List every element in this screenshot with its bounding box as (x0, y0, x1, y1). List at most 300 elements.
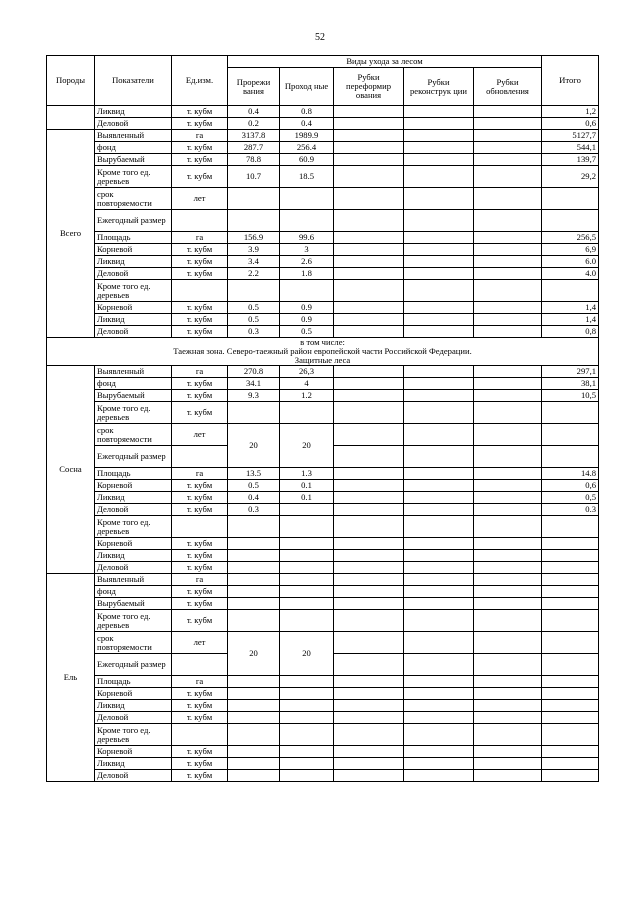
renewal-cell (474, 724, 542, 746)
renewal-cell (474, 610, 542, 632)
table-row (47, 632, 599, 654)
thinning-cell: 0.5 (228, 480, 280, 492)
reform-cell (334, 712, 404, 724)
reform-cell (334, 210, 404, 232)
total-cell (542, 688, 599, 700)
reconstruct-cell (404, 232, 474, 244)
indicator-cell: фонд (95, 586, 172, 598)
unit-cell: т. кубм (172, 302, 228, 314)
unit-cell: га (172, 676, 228, 688)
forest-care-table (46, 55, 599, 782)
reform-cell (334, 268, 404, 280)
reconstruct-cell (404, 314, 474, 326)
header-reconstruct: Рубки реконструк ции (404, 68, 474, 106)
passage-cell: 99.6 (280, 232, 334, 244)
reconstruct-cell (404, 424, 474, 446)
renewal-cell (474, 538, 542, 550)
reform-cell (334, 402, 404, 424)
reconstruct-cell (404, 632, 474, 654)
unit-cell: т. кубм (172, 256, 228, 268)
unit-cell (172, 724, 228, 746)
header-breed: Породы (47, 56, 95, 106)
reform-cell (334, 166, 404, 188)
thinning-cell: 3.9 (228, 244, 280, 256)
reconstruct-cell (404, 758, 474, 770)
indicator-cell: Выявленный (95, 130, 172, 142)
indicator-cell: Ликвид (95, 492, 172, 504)
renewal-cell (474, 424, 542, 446)
indicator-cell: Вырубаемый (95, 598, 172, 610)
renewal-cell (474, 268, 542, 280)
reconstruct-cell (404, 326, 474, 338)
indicator-cell: Кроме того ед. деревьев (95, 280, 172, 302)
reform-cell (334, 676, 404, 688)
total-cell: 0.3 (542, 504, 599, 516)
indicator-cell: Кроме того ед. деревьев (95, 516, 172, 538)
section-line: Таежная зона. Северо-таежный район европейской части Российской Федерации. (173, 346, 472, 356)
unit-cell: т. кубм (172, 106, 228, 118)
passage-cell: 0.4 (280, 118, 334, 130)
total-cell: 29,2 (542, 166, 599, 188)
thinning-cell: 0.4 (228, 492, 280, 504)
thinning-cell: 3.4 (228, 256, 280, 268)
unit-cell: лет (172, 424, 228, 446)
total-cell (542, 746, 599, 758)
thinning-cell (228, 688, 280, 700)
reform-cell (334, 598, 404, 610)
unit-cell: т. кубм (172, 166, 228, 188)
table-row (47, 424, 599, 446)
renewal-cell (474, 550, 542, 562)
thinning-cell: 10.7 (228, 166, 280, 188)
table-row (47, 268, 599, 280)
table-row (47, 390, 599, 402)
reform-cell (334, 654, 404, 676)
renewal-cell (474, 746, 542, 758)
unit-cell: га (172, 130, 228, 142)
total-cell: 1,2 (542, 106, 599, 118)
reform-cell (334, 504, 404, 516)
table-row (47, 142, 599, 154)
passage-cell: 18.5 (280, 166, 334, 188)
renewal-cell (474, 492, 542, 504)
indicator-cell: срок повторяемости (95, 424, 172, 446)
reform-cell (334, 688, 404, 700)
table-row (47, 378, 599, 390)
total-cell (542, 632, 599, 654)
renewal-cell (474, 586, 542, 598)
table-row (47, 574, 599, 586)
thinning-cell (228, 676, 280, 688)
thinning-cell: 156.9 (228, 232, 280, 244)
passage-cell: 60.9 (280, 154, 334, 166)
passage-cell (280, 210, 334, 232)
renewal-cell (474, 106, 542, 118)
total-cell (542, 210, 599, 232)
total-cell: 5127,7 (542, 130, 599, 142)
indicator-cell: Ежегодный размер (95, 210, 172, 232)
section-line: в том числе: (300, 337, 345, 347)
header-care-types: Виды ухода за лесом (228, 56, 542, 68)
unit-cell (172, 446, 228, 468)
unit-cell: т. кубм (172, 586, 228, 598)
renewal-cell (474, 302, 542, 314)
renewal-cell (474, 480, 542, 492)
reform-cell (334, 562, 404, 574)
reform-cell (334, 700, 404, 712)
passage-cell (280, 746, 334, 758)
reconstruct-cell (404, 610, 474, 632)
unit-cell: т. кубм (172, 538, 228, 550)
renewal-cell (474, 688, 542, 700)
section-row (47, 338, 599, 366)
total-cell (542, 610, 599, 632)
unit-cell (172, 516, 228, 538)
passage-cell: 26,3 (280, 366, 334, 378)
thinning-cell (228, 188, 280, 210)
table-row (47, 106, 599, 118)
total-cell (542, 598, 599, 610)
indicator-cell: Ликвид (95, 550, 172, 562)
table-row (47, 130, 599, 142)
passage-cell: 1.8 (280, 268, 334, 280)
reconstruct-cell (404, 166, 474, 188)
table-row (47, 538, 599, 550)
indicator-cell: Ликвид (95, 106, 172, 118)
total-cell (542, 402, 599, 424)
reconstruct-cell (404, 302, 474, 314)
total-cell: 1,4 (542, 302, 599, 314)
reconstruct-cell (404, 688, 474, 700)
reform-cell (334, 586, 404, 598)
total-cell (542, 758, 599, 770)
passage-cell: 0.9 (280, 314, 334, 326)
total-cell (542, 700, 599, 712)
indicator-cell: Ежегодный размер (95, 654, 172, 676)
unit-cell: т. кубм (172, 746, 228, 758)
unit-cell (172, 210, 228, 232)
renewal-cell (474, 130, 542, 142)
total-cell (542, 676, 599, 688)
thinning-cell: 2.2 (228, 268, 280, 280)
total-cell (542, 770, 599, 782)
reconstruct-cell (404, 280, 474, 302)
indicator-cell: Площадь (95, 468, 172, 480)
indicator-cell: Вырубаемый (95, 154, 172, 166)
passage-cell (280, 676, 334, 688)
total-cell: 6,9 (542, 244, 599, 256)
total-cell (542, 654, 599, 676)
reconstruct-cell (404, 118, 474, 130)
thinning-cell: 0.3 (228, 326, 280, 338)
total-cell: 0,6 (542, 118, 599, 130)
indicator-cell: Выявленный (95, 574, 172, 586)
reconstruct-cell (404, 504, 474, 516)
table-row (47, 504, 599, 516)
renewal-cell (474, 574, 542, 586)
reform-cell (334, 746, 404, 758)
unit-cell: т. кубм (172, 390, 228, 402)
table-row (47, 154, 599, 166)
passage-cell (280, 516, 334, 538)
passage-cell (280, 538, 334, 550)
renewal-cell (474, 712, 542, 724)
breed-cell: Ель (47, 574, 95, 782)
total-cell: 139,7 (542, 154, 599, 166)
total-cell (542, 586, 599, 598)
reconstruct-cell (404, 654, 474, 676)
reform-cell (334, 468, 404, 480)
thinning-cell: 0.5 (228, 302, 280, 314)
renewal-cell (474, 390, 542, 402)
table-row (47, 492, 599, 504)
reconstruct-cell (404, 106, 474, 118)
table-row (47, 302, 599, 314)
indicator-cell: Ликвид (95, 314, 172, 326)
reform-cell (334, 232, 404, 244)
reform-cell (334, 314, 404, 326)
indicator-cell: Деловой (95, 712, 172, 724)
section-heading (47, 338, 599, 366)
indicator-cell: фонд (95, 142, 172, 154)
thinning-cell (228, 598, 280, 610)
indicator-cell: Кроме того ед. деревьев (95, 610, 172, 632)
table-row (47, 610, 599, 632)
renewal-cell (474, 256, 542, 268)
unit-cell: лет (172, 632, 228, 654)
reconstruct-cell (404, 142, 474, 154)
indicator-cell: Площадь (95, 232, 172, 244)
reform-cell (334, 446, 404, 468)
reform-cell (334, 724, 404, 746)
renewal-cell (474, 166, 542, 188)
reform-cell (334, 280, 404, 302)
indicator-cell: Ликвид (95, 700, 172, 712)
unit-cell: т. кубм (172, 402, 228, 424)
total-cell: 38,1 (542, 378, 599, 390)
reform-cell (334, 516, 404, 538)
reform-cell (334, 390, 404, 402)
renewal-cell (474, 676, 542, 688)
reconstruct-cell (404, 256, 474, 268)
unit-cell: т. кубм (172, 770, 228, 782)
passage-cell: 256.4 (280, 142, 334, 154)
total-cell: 256,5 (542, 232, 599, 244)
passage-cell: 4 (280, 378, 334, 390)
unit-cell: т. кубм (172, 550, 228, 562)
thinning-cell (228, 574, 280, 586)
table-row (47, 770, 599, 782)
renewal-cell (474, 516, 542, 538)
renewal-cell (474, 758, 542, 770)
unit-cell: т. кубм (172, 154, 228, 166)
page-number: 52 (315, 32, 325, 43)
header-reform: Рубки переформир ования (334, 68, 404, 106)
indicator-cell: Корневой (95, 538, 172, 550)
unit-cell: т. кубм (172, 244, 228, 256)
thinning-cell: 287.7 (228, 142, 280, 154)
table-row (47, 256, 599, 268)
indicator-cell: Ликвид (95, 758, 172, 770)
passage-cell (280, 770, 334, 782)
table-row (47, 314, 599, 326)
table-row (47, 516, 599, 538)
total-cell: 544,1 (542, 142, 599, 154)
thinning-cell (228, 770, 280, 782)
reform-cell (334, 154, 404, 166)
table-row (47, 232, 599, 244)
total-cell (542, 516, 599, 538)
total-cell (542, 538, 599, 550)
passage-cell (280, 598, 334, 610)
passage-cell (280, 712, 334, 724)
unit-cell: т. кубм (172, 688, 228, 700)
reconstruct-cell (404, 492, 474, 504)
unit-cell: т. кубм (172, 610, 228, 632)
unit-cell: т. кубм (172, 142, 228, 154)
reconstruct-cell (404, 724, 474, 746)
reform-cell (334, 188, 404, 210)
renewal-cell (474, 210, 542, 232)
total-cell (542, 446, 599, 468)
table-row (47, 210, 599, 232)
header-renewal: Рубки обновления (474, 68, 542, 106)
table-row (47, 244, 599, 256)
renewal-cell (474, 280, 542, 302)
total-cell (542, 724, 599, 746)
indicator-cell: Деловой (95, 118, 172, 130)
reconstruct-cell (404, 700, 474, 712)
passage-cell (280, 402, 334, 424)
thinning-cell (228, 724, 280, 746)
renewal-cell (474, 446, 542, 468)
reconstruct-cell (404, 586, 474, 598)
passage-cell: 0.1 (280, 480, 334, 492)
reconstruct-cell (404, 210, 474, 232)
reform-cell (334, 106, 404, 118)
thinning-cell (228, 562, 280, 574)
indicator-cell: Ликвид (95, 256, 172, 268)
reconstruct-cell (404, 402, 474, 424)
total-cell (542, 562, 599, 574)
reconstruct-cell (404, 446, 474, 468)
table-row (47, 188, 599, 210)
breed-cell: Сосна (47, 366, 95, 574)
indicator-cell: Выявленный (95, 366, 172, 378)
breed-cell (47, 106, 95, 130)
renewal-cell (474, 378, 542, 390)
reconstruct-cell (404, 130, 474, 142)
unit-cell: лет (172, 188, 228, 210)
renewal-cell (474, 504, 542, 516)
thinning-cell: 270.8 (228, 366, 280, 378)
reform-cell (334, 302, 404, 314)
thinning-cell (228, 746, 280, 758)
thinning-cell (228, 550, 280, 562)
passage-cell (280, 700, 334, 712)
renewal-cell (474, 562, 542, 574)
reform-cell (334, 142, 404, 154)
indicator-cell: Кроме того ед. деревьев (95, 402, 172, 424)
reconstruct-cell (404, 562, 474, 574)
indicator-cell: Корневой (95, 688, 172, 700)
renewal-cell (474, 188, 542, 210)
table-row (47, 366, 599, 378)
unit-cell: т. кубм (172, 758, 228, 770)
table-row (47, 586, 599, 598)
passage-cell: 20 (280, 424, 334, 468)
thinning-cell (228, 402, 280, 424)
total-cell (542, 424, 599, 446)
passage-cell (280, 724, 334, 746)
total-cell (542, 712, 599, 724)
unit-cell: т. кубм (172, 700, 228, 712)
passage-cell: 1.3 (280, 468, 334, 480)
reconstruct-cell (404, 676, 474, 688)
reconstruct-cell (404, 188, 474, 210)
unit-cell: га (172, 468, 228, 480)
reform-cell (334, 632, 404, 654)
table-row (47, 676, 599, 688)
reconstruct-cell (404, 480, 474, 492)
total-cell: 0,6 (542, 480, 599, 492)
indicator-cell: Кроме того ед. деревьев (95, 724, 172, 746)
unit-cell: т. кубм (172, 268, 228, 280)
renewal-cell (474, 232, 542, 244)
unit-cell: т. кубм (172, 314, 228, 326)
thinning-cell (228, 516, 280, 538)
table-row (47, 480, 599, 492)
thinning-cell (228, 210, 280, 232)
indicator-cell: Корневой (95, 746, 172, 758)
total-cell (542, 188, 599, 210)
passage-cell: 0.9 (280, 302, 334, 314)
total-cell: 1,4 (542, 314, 599, 326)
table-row (47, 712, 599, 724)
table-row (47, 562, 599, 574)
indicator-cell: Корневой (95, 244, 172, 256)
indicator-cell: Корневой (95, 480, 172, 492)
thinning-cell: 0.4 (228, 106, 280, 118)
header-thinning: Прорежи вания (228, 68, 280, 106)
reconstruct-cell (404, 538, 474, 550)
passage-cell: 1989.9 (280, 130, 334, 142)
table-row (47, 402, 599, 424)
thinning-cell: 0.5 (228, 314, 280, 326)
thinning-cell (228, 586, 280, 598)
total-cell: 6.0 (542, 256, 599, 268)
reform-cell (334, 326, 404, 338)
passage-cell (280, 550, 334, 562)
total-cell: 4.0 (542, 268, 599, 280)
reform-cell (334, 424, 404, 446)
indicator-cell: Деловой (95, 504, 172, 516)
reform-cell (334, 480, 404, 492)
indicator-cell: срок повторяемости (95, 188, 172, 210)
reform-cell (334, 538, 404, 550)
unit-cell: т. кубм (172, 378, 228, 390)
reconstruct-cell (404, 746, 474, 758)
reform-cell (334, 244, 404, 256)
thinning-cell (228, 712, 280, 724)
passage-cell: 0.8 (280, 106, 334, 118)
renewal-cell (474, 142, 542, 154)
total-cell (542, 280, 599, 302)
reconstruct-cell (404, 712, 474, 724)
passage-cell: 3 (280, 244, 334, 256)
header-unit: Ед.изм. (172, 56, 228, 106)
reconstruct-cell (404, 378, 474, 390)
